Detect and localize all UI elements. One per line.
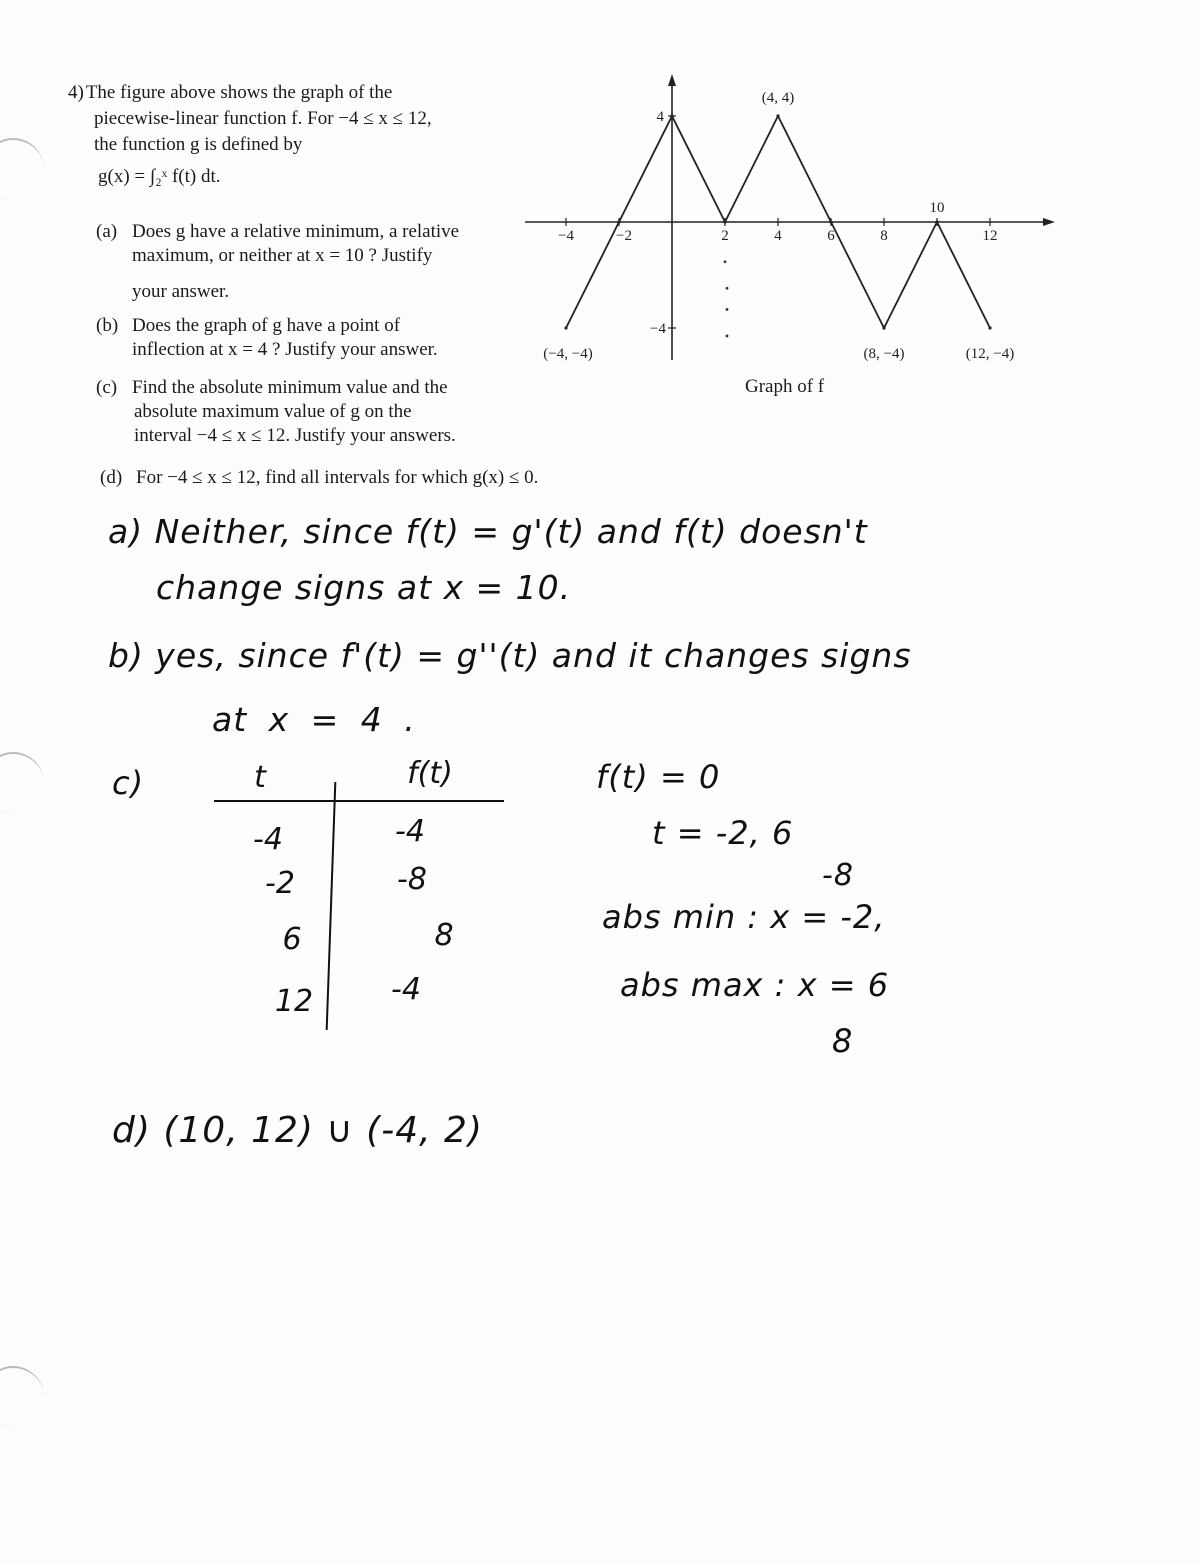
table-row-2-t: -2: [265, 866, 295, 901]
g-definition: g(x) = ∫₂ˣ f(t) dt.: [98, 166, 221, 187]
answer-b-line1: b) yes, since f'(t) = g''(t) and it changes signs: [108, 636, 912, 675]
f-vertex: [564, 326, 567, 329]
f-vertex: [935, 220, 938, 223]
x-tick-label: −2: [616, 228, 632, 244]
x-axis-arrow: [1043, 218, 1055, 226]
problem-statement: [68, 80, 538, 190]
graph-caption: Graph of f: [745, 376, 825, 397]
answer-d: d) (10, 12) ∪ (-4, 2): [112, 1110, 483, 1151]
pencil-mark: [726, 308, 729, 311]
t-sub-value: -8: [822, 858, 854, 893]
answer-a-line1: a) Neither, since f(t) = g'(t) and f(t) doesn't: [108, 512, 868, 551]
f-vertex: [988, 326, 991, 329]
table-row-4-ft: -4: [391, 972, 421, 1007]
pencil-mark: [726, 287, 729, 290]
table-header-ft: f(t): [407, 756, 453, 791]
answer-c-label: c): [112, 764, 145, 802]
f-vertex: [829, 220, 832, 223]
abs-min: abs min : x = -2,: [602, 898, 886, 936]
x-tick-label: 8: [880, 228, 888, 244]
part-b-question: (b) Does the graph of g have a point of inflection at x = 4 ? Justify your answer.: [96, 315, 438, 360]
part-a-question: (a) Does g have a relative minimum, a relative maximum, or neither at x = 10 ? Justify your answer.: [96, 221, 460, 302]
table-row-1-ft: -4: [395, 814, 425, 849]
pencil-mark: [724, 260, 727, 263]
f-vertex: [882, 326, 885, 329]
f-vertex: [617, 220, 620, 223]
y-tick-label: 4: [656, 109, 664, 125]
graph-svg: [515, 70, 1075, 410]
f-vertex: [723, 220, 726, 223]
abs-max: abs max : x = 6: [620, 966, 890, 1004]
x-tick-label: 4: [774, 228, 782, 244]
punch-hole-top: [0, 138, 44, 200]
y-tick-label: −4: [650, 321, 666, 337]
answer-a-line2: change signs at x = 10.: [156, 568, 572, 607]
table-row-2-ft: -8: [397, 862, 427, 897]
part-d-question: (d) For −4 ≤ x ≤ 12, find all intervals for which g(x) ≤ 0.: [100, 467, 539, 488]
answer-b-line2: at x = 4 .: [212, 700, 416, 739]
x-tick-label: 2: [721, 228, 729, 244]
x-tick-label: 6: [827, 228, 835, 244]
x-tick-label: −4: [558, 228, 574, 244]
stem-line-1: The figure above shows the graph of the: [85, 82, 393, 103]
table-row-1-t: -4: [253, 822, 283, 857]
table-row-4-t: 12: [274, 984, 314, 1019]
stem-line-2: piecewise-linear function f. For −4 ≤ x ≤ 12,: [94, 108, 432, 129]
t-values: t = -2, 6: [652, 814, 794, 852]
pencil-mark: [726, 335, 729, 338]
point-label: (−4, −4): [543, 346, 593, 362]
abs-max-value: 8: [832, 1022, 854, 1060]
graph-of-f: [515, 70, 1075, 410]
punch-hole-bottom: [0, 1366, 44, 1428]
x-tick-label: 12: [982, 228, 998, 244]
point-label: (4, 4): [761, 90, 795, 106]
table-header-t: t: [254, 760, 266, 795]
point-label: (8, −4): [863, 346, 905, 362]
ft-zero: f(t) = 0: [596, 758, 721, 796]
part-c-question: (c) Find the absolute minimum value and the absolute maximum value of g on the interval −4 ≤ x ≤ 12. Justify your answers.: [96, 377, 456, 446]
table-row-3-ft: 8: [434, 918, 454, 953]
f-vertex: [670, 114, 673, 117]
table-header-rule: [214, 800, 504, 802]
stem-line-3: the function g is defined by: [94, 134, 303, 155]
point-label: (12, −4): [965, 346, 1015, 362]
problem-stem: [68, 80, 538, 158]
punch-hole-middle: [0, 752, 44, 814]
x-tick-label: 10: [929, 200, 945, 216]
problem-number: 4): [68, 82, 84, 103]
f-vertex: [776, 114, 779, 117]
table-row-3-t: 6: [282, 922, 302, 957]
y-axis-arrow: [668, 74, 676, 86]
